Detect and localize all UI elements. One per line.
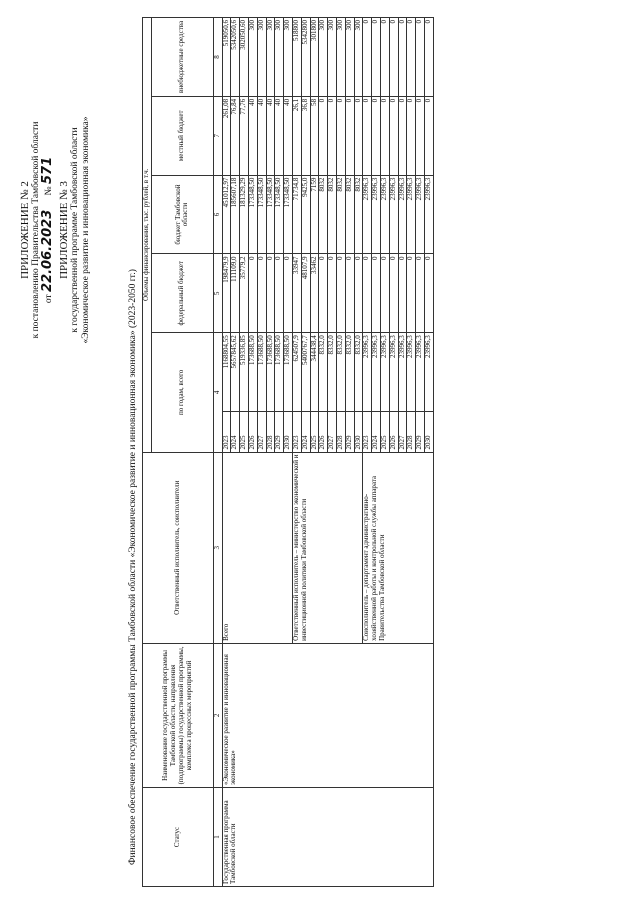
amount-cell: 0 xyxy=(328,254,337,333)
amount-cell: 0 xyxy=(372,18,381,97)
year-cell: 2030 xyxy=(354,412,363,453)
amount-cell: 0 xyxy=(363,254,372,333)
amount-cell: 40 xyxy=(275,96,284,175)
amount-cell: 23996,3 xyxy=(407,333,416,412)
year-cell: 2026 xyxy=(389,412,398,453)
amount-cell: 0 xyxy=(284,254,293,333)
executor-cell: Ответственный исполнитель – министерство экономической и инвестиционной политики Тамбовской области xyxy=(292,452,362,643)
amount-cell: 302050,60 xyxy=(240,18,249,97)
decree-date: 22.06.2023 xyxy=(40,209,55,292)
program-name-cell: «Экономическое развитие и инновационная экономика» xyxy=(222,643,433,787)
amount-cell: 23996,3 xyxy=(389,175,398,254)
amount-cell: 8332,0 xyxy=(319,333,328,412)
amount-cell: 76,84 xyxy=(231,96,240,175)
col-by-years: по годам, всего xyxy=(151,333,213,452)
amount-cell: 0 xyxy=(398,18,407,97)
amount-cell: 23996,3 xyxy=(372,333,381,412)
year-cell: 2024 xyxy=(301,412,310,453)
amount-cell: 23996,3 xyxy=(389,333,398,412)
col-funding: Объемы финансирования, тыс. рублей, в т.ч. xyxy=(143,18,152,453)
amount-cell: 624507,9 xyxy=(292,333,301,412)
year-cell: 2023 xyxy=(222,412,231,453)
amount-cell: 8032 xyxy=(354,175,363,254)
amount-cell: 0 xyxy=(380,18,389,97)
amount-cell: 0 xyxy=(354,96,363,175)
amount-cell: 23996,3 xyxy=(416,333,425,412)
amount-cell: 344438,4 xyxy=(310,333,319,412)
index-cell: 2 xyxy=(213,643,222,787)
amount-cell: 26,1 xyxy=(292,96,301,175)
amount-cell: 0 xyxy=(345,96,354,175)
document-title: Финансовое обеспечение государственной программы Тамбовской области «Экономическое развитие и инновационная экономика» (2023-2050 гг.) xyxy=(128,269,138,865)
amount-cell: 300 xyxy=(319,18,328,97)
amount-cell: 8032 xyxy=(345,175,354,254)
amount-cell: 8332,0 xyxy=(354,333,363,412)
year-cell: 2026 xyxy=(248,412,257,453)
amount-cell: 173688,50 xyxy=(257,333,266,412)
year-cell: 2025 xyxy=(310,412,319,453)
index-cell: 8 xyxy=(213,18,222,97)
amount-cell: 0 xyxy=(416,254,425,333)
amount-cell: 23996,3 xyxy=(407,175,416,254)
amount-cell: 5342050,6 xyxy=(231,18,240,97)
year-cell: 2026 xyxy=(319,412,328,453)
amount-cell: 173348,50 xyxy=(284,175,293,254)
amount-cell: 0 xyxy=(266,254,275,333)
program-name-ref: «Экономическое развитие и инновационная экономика» xyxy=(81,116,91,344)
amount-cell: 8032 xyxy=(328,175,337,254)
amount-cell: 40 xyxy=(248,96,257,175)
program-ref: к государственной программе Тамбовской области xyxy=(70,127,80,333)
appendix-header xyxy=(20,100,92,360)
amount-cell: 0 xyxy=(275,254,284,333)
amount-cell: 0 xyxy=(424,18,433,97)
amount-cell: 173688,50 xyxy=(248,333,257,412)
year-cell: 2028 xyxy=(266,412,275,453)
amount-cell: 181329,29 xyxy=(240,175,249,254)
amount-cell: 185607,18 xyxy=(231,175,240,254)
amount-cell: 35779,2 xyxy=(240,254,249,333)
amount-cell: 173348,50 xyxy=(248,175,257,254)
amount-cell: 173688,50 xyxy=(266,333,275,412)
year-cell: 2030 xyxy=(284,412,293,453)
amount-cell: 58 xyxy=(310,96,319,175)
year-cell: 2028 xyxy=(336,412,345,453)
amount-cell: 0 xyxy=(345,254,354,333)
amount-cell: 300 xyxy=(248,18,257,97)
col-name: Наименование государственной программы Тамбовской области, направления (подпрограммы) государственной программы, комплекса процессных мероприятий xyxy=(143,643,214,787)
year-cell: 2023 xyxy=(363,412,372,453)
amount-cell: 48107,9 xyxy=(301,254,310,333)
amount-cell: 300 xyxy=(284,18,293,97)
amount-cell: 0 xyxy=(416,18,425,97)
amount-cell: 8332,0 xyxy=(345,333,354,412)
amount-cell: 0 xyxy=(319,254,328,333)
amount-cell: 0 xyxy=(389,96,398,175)
year-cell: 2023 xyxy=(292,412,301,453)
amount-cell: 1168804,55 xyxy=(222,333,231,412)
amount-cell: 23996,3 xyxy=(372,175,381,254)
amount-cell: 0 xyxy=(328,96,337,175)
amount-cell: 0 xyxy=(336,96,345,175)
amount-cell: 7159 xyxy=(310,175,319,254)
decree-date-line xyxy=(42,100,55,360)
amount-cell: 300 xyxy=(354,18,363,97)
amount-cell: 0 xyxy=(372,254,381,333)
amount-cell: 173688,50 xyxy=(284,333,293,412)
year-cell: 2025 xyxy=(380,412,389,453)
amount-cell: 40 xyxy=(284,96,293,175)
year-cell: 2024 xyxy=(231,412,240,453)
amount-cell: 0 xyxy=(380,254,389,333)
amount-cell: 0 xyxy=(424,96,433,175)
amount-cell: 300 xyxy=(275,18,284,97)
index-cell: 3 xyxy=(213,452,222,643)
col-regional: бюджет Тамбовской области xyxy=(151,175,213,254)
amount-cell: 173688,50 xyxy=(275,333,284,412)
amount-cell: 0 xyxy=(257,254,266,333)
number-prefix: № xyxy=(44,186,54,196)
amount-cell: 23996,3 xyxy=(416,175,425,254)
amount-cell: 0 xyxy=(389,18,398,97)
amount-cell: 23996,3 xyxy=(380,333,389,412)
year-cell: 2027 xyxy=(257,412,266,453)
amount-cell: 77,76 xyxy=(240,96,249,175)
col-status: Статус xyxy=(143,787,214,886)
amount-cell: 71734,8 xyxy=(292,175,301,254)
amount-cell: 33947 xyxy=(292,254,301,333)
amount-cell: 0 xyxy=(416,96,425,175)
amount-cell: 300 xyxy=(336,18,345,97)
index-row xyxy=(213,18,222,887)
amount-cell: 0 xyxy=(407,18,416,97)
appendix-3-label: ПРИЛОЖЕНИЕ № 3 xyxy=(58,181,70,279)
amount-cell: 261,08 xyxy=(222,96,231,175)
executor-cell: Всего xyxy=(222,452,292,643)
amount-cell: 300 xyxy=(328,18,337,97)
amount-cell: 8332,0 xyxy=(328,333,337,412)
amount-cell: 0 xyxy=(407,254,416,333)
amount-cell: 0 xyxy=(336,254,345,333)
amount-cell: 173348,50 xyxy=(266,175,275,254)
amount-cell: 519050,6 xyxy=(222,18,231,97)
col-executor: Ответственный исполнитель, соисполнители xyxy=(143,452,214,643)
appendix-2-label: ПРИЛОЖЕНИЕ № 2 xyxy=(19,181,31,279)
index-cell: 6 xyxy=(213,175,222,254)
year-cell: 2027 xyxy=(398,412,407,453)
amount-cell: 9425,0 xyxy=(301,175,310,254)
funding-table-wrap xyxy=(142,17,602,887)
amount-cell: 519336,85 xyxy=(240,333,249,412)
amount-cell: 5657845,62 xyxy=(231,333,240,412)
amount-cell: 0 xyxy=(248,254,257,333)
year-cell: 2027 xyxy=(328,412,337,453)
year-cell: 2030 xyxy=(424,412,433,453)
index-cell: 7 xyxy=(213,96,222,175)
index-cell: 4 xyxy=(213,333,222,452)
amount-cell: 0 xyxy=(319,96,328,175)
amount-cell: 451012,97 xyxy=(222,175,231,254)
amount-cell: 23996,3 xyxy=(424,175,433,254)
amount-cell: 5342800 xyxy=(301,18,310,97)
table-row xyxy=(222,18,231,887)
decree-ref: к постановлению Правительства Тамбовской области xyxy=(31,121,41,339)
amount-cell: 5400767,7 xyxy=(301,333,310,412)
amount-cell: 33462 xyxy=(310,254,319,333)
year-cell: 2028 xyxy=(407,412,416,453)
amount-cell: 8032 xyxy=(336,175,345,254)
amount-cell: 0 xyxy=(380,96,389,175)
amount-cell: 40 xyxy=(266,96,275,175)
amount-cell: 23996,3 xyxy=(398,333,407,412)
amount-cell: 0 xyxy=(389,254,398,333)
year-cell: 2029 xyxy=(345,412,354,453)
col-local: местный бюджет xyxy=(151,96,213,175)
amount-cell: 8032 xyxy=(319,175,328,254)
amount-cell: 23996,3 xyxy=(380,175,389,254)
year-cell: 2029 xyxy=(275,412,284,453)
amount-cell: 0 xyxy=(424,254,433,333)
amount-cell: 518800 xyxy=(292,18,301,97)
funding-table xyxy=(142,17,434,887)
amount-cell: 40 xyxy=(257,96,266,175)
amount-cell: 36,8 xyxy=(301,96,310,175)
amount-cell: 0 xyxy=(398,96,407,175)
amount-cell: 300 xyxy=(345,18,354,97)
amount-cell: 0 xyxy=(363,18,372,97)
year-cell: 2025 xyxy=(240,412,249,453)
amount-cell: 0 xyxy=(372,96,381,175)
amount-cell: 0 xyxy=(407,96,416,175)
amount-cell: 300 xyxy=(266,18,275,97)
amount-cell: 0 xyxy=(354,254,363,333)
index-cell: 5 xyxy=(213,254,222,333)
amount-cell: 23996,3 xyxy=(398,175,407,254)
year-cell: 2029 xyxy=(416,412,425,453)
funding-table-body xyxy=(222,18,433,887)
amount-cell: 198479,9 xyxy=(222,254,231,333)
index-cell: 1 xyxy=(213,787,222,886)
amount-cell: 23996,3 xyxy=(363,175,372,254)
date-prefix: от xyxy=(44,294,54,304)
amount-cell: 0 xyxy=(398,254,407,333)
amount-cell: 8332,0 xyxy=(336,333,345,412)
amount-cell: 111109,0 xyxy=(231,254,240,333)
amount-cell: 23996,3 xyxy=(363,333,372,412)
year-cell: 2024 xyxy=(372,412,381,453)
status-cell: Государственная программа Тамбовской области xyxy=(222,787,433,886)
amount-cell: 173348,50 xyxy=(257,175,266,254)
executor-cell: Соисполнитель – департамент административно-хозяйственной работы и контрольной службы аппарата Правительства Тамбовской области xyxy=(363,452,433,643)
amount-cell: 173348,50 xyxy=(275,175,284,254)
amount-cell: 300 xyxy=(257,18,266,97)
col-offbudget: внебюджетные средства xyxy=(151,18,213,97)
col-federal: федеральный бюджет xyxy=(151,254,213,333)
amount-cell: 23996,3 xyxy=(424,333,433,412)
amount-cell: 301800 xyxy=(310,18,319,97)
decree-number: 571 xyxy=(40,156,55,185)
amount-cell: 0 xyxy=(363,96,372,175)
